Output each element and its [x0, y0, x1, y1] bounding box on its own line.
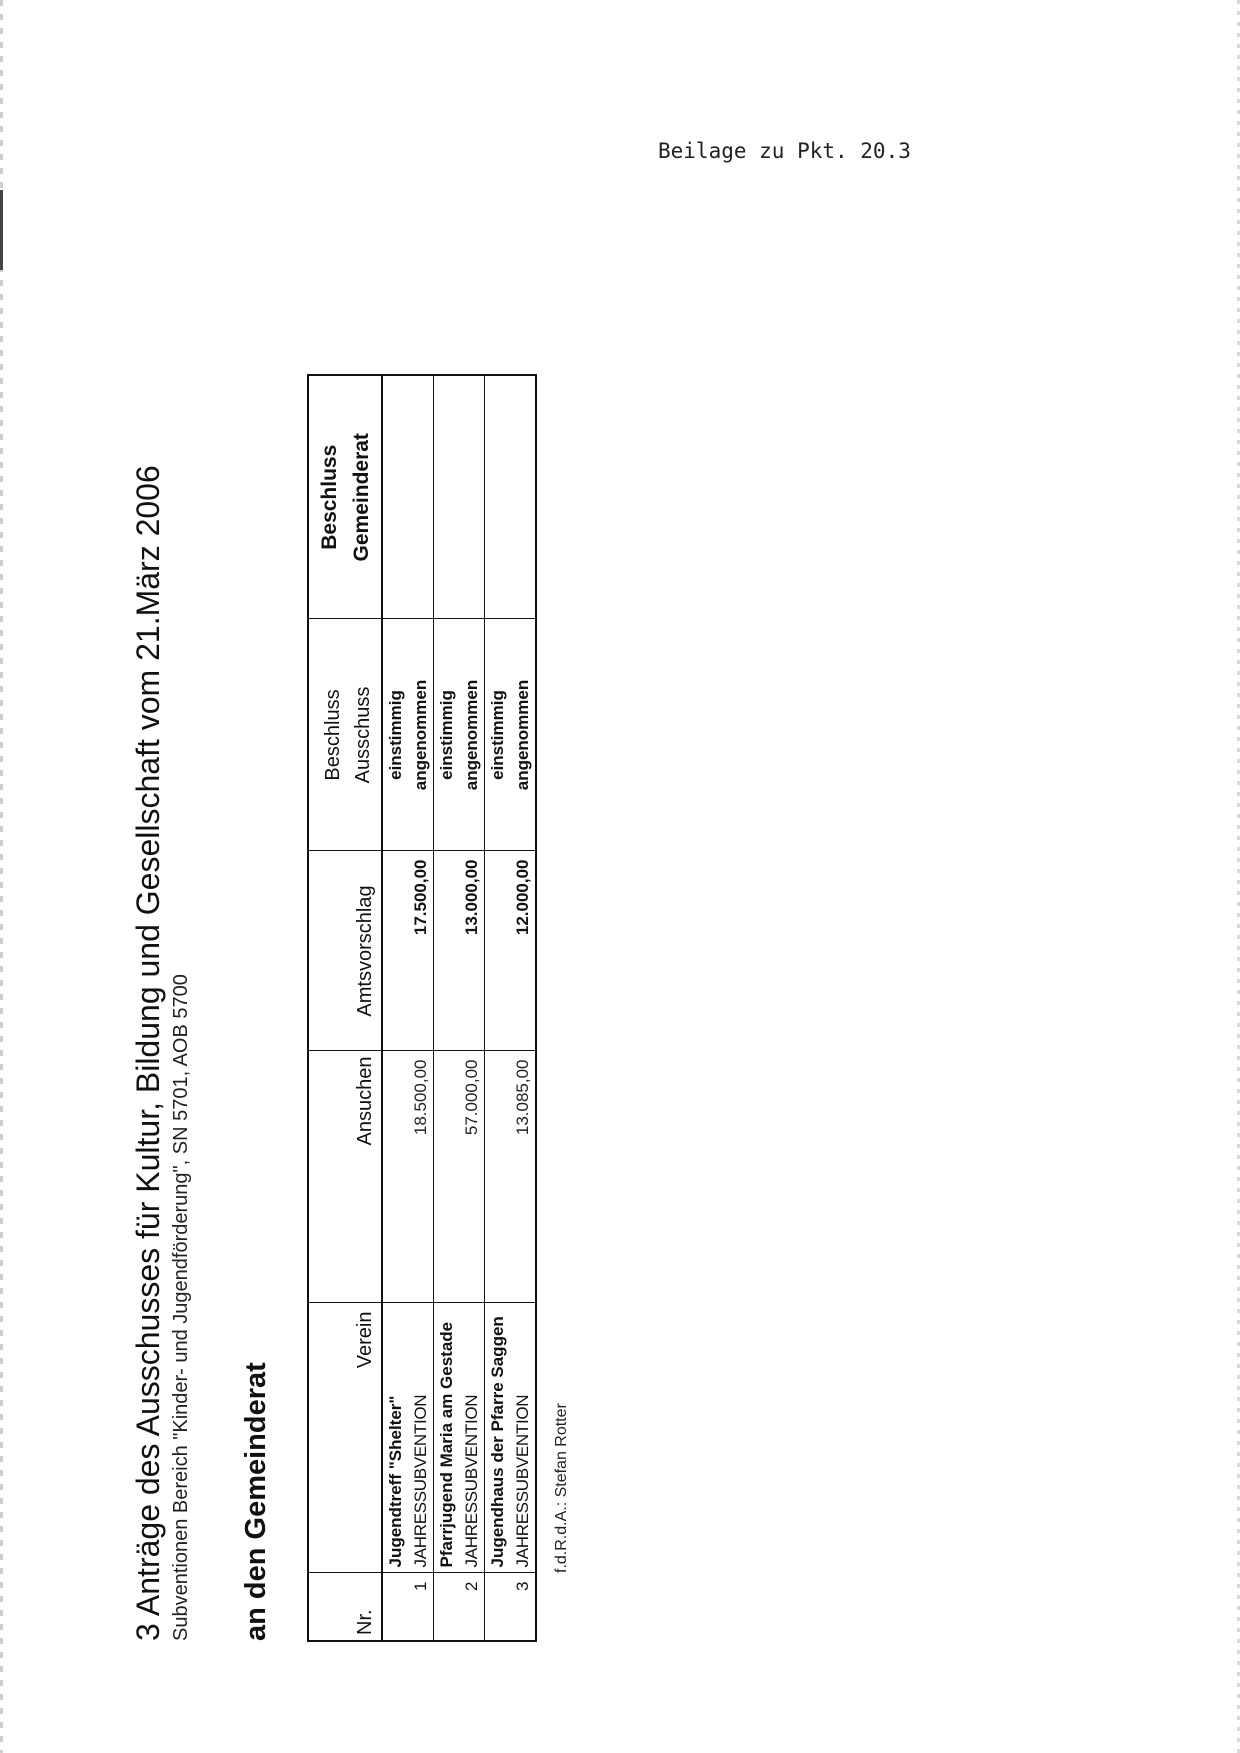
header-nr: Nr. — [308, 1573, 382, 1641]
header-beschluss-ausschuss-line2: Ausschuss — [352, 686, 374, 784]
header-ansuchen: Ansuchen — [308, 1051, 382, 1303]
table-row — [434, 375, 485, 1641]
beschluss-line1: einstimmig — [386, 690, 405, 780]
table-row — [485, 375, 537, 1641]
verein-name: Jugendhaus der Pfarre Saggen — [488, 1316, 507, 1568]
footnote-signature: f.d.R.d.A.: Stefan Rotter — [553, 1403, 570, 1573]
verein-name: Jugendtreff "Shelter" — [386, 1395, 405, 1568]
header-verein: Verein — [308, 1303, 382, 1573]
row-beschluss-ausschuss — [382, 619, 434, 851]
row-ansuchen: 18.500,00 — [382, 1051, 434, 1303]
addressee-heading: an den Gemeinderat — [240, 1362, 272, 1641]
row-beschluss-ausschuss — [434, 619, 485, 851]
subsidy-type: JAHRESSUBVENTION — [411, 1394, 430, 1568]
row-beschluss-gemeinderat — [485, 375, 537, 619]
table-header-row — [308, 375, 382, 1641]
beschluss-line2: angenommen — [513, 679, 532, 791]
row-beschluss-ausschuss — [485, 619, 537, 851]
row-beschluss-gemeinderat — [382, 375, 434, 619]
attachment-label: Beilage zu Pkt. 20.3 — [658, 139, 911, 163]
document-subtitle: Subventionen Bereich "Kinder- und Jugendförderung", SN 5701, AOB 5700 — [170, 974, 192, 1641]
rotated-sheet — [130, 381, 590, 1641]
beschluss-line2: angenommen — [411, 679, 430, 791]
row-ansuchen: 57.000,00 — [434, 1051, 485, 1303]
row-amtsvorschlag: 12.000,00 — [485, 851, 537, 1051]
subsidy-type: JAHRESSUBVENTION — [462, 1394, 481, 1568]
table-row — [382, 375, 434, 1641]
header-beschluss-gemeinderat — [308, 375, 382, 619]
row-nr: 1 — [382, 1573, 434, 1641]
document-title: 3 Anträge des Ausschusses für Kultur, Bildung und Gesellschaft vom 21.März 2006 — [130, 465, 166, 1641]
row-verein — [485, 1303, 537, 1573]
row-amtsvorschlag: 13.000,00 — [434, 851, 485, 1051]
row-verein — [434, 1303, 485, 1573]
header-amtsvorschlag: Amtsvorschlag — [308, 851, 382, 1051]
row-nr: 3 — [485, 1573, 537, 1641]
subsidy-table — [307, 374, 537, 1642]
scan-edge-mark — [0, 190, 3, 270]
subsidy-type: JAHRESSUBVENTION — [513, 1394, 532, 1568]
row-nr: 2 — [434, 1573, 485, 1641]
row-beschluss-gemeinderat — [434, 375, 485, 619]
header-beschluss-ausschuss — [308, 619, 382, 851]
beschluss-line2: angenommen — [462, 679, 481, 791]
header-beschluss-ausschuss-line1: Beschluss — [322, 689, 344, 781]
verein-name: Pfarrjugend Maria am Gestade — [437, 1321, 456, 1568]
header-beschluss-gemeinderat-line2: Gemeinderat — [350, 433, 373, 562]
beschluss-line1: einstimmig — [488, 690, 507, 780]
row-amtsvorschlag: 17.500,00 — [382, 851, 434, 1051]
header-beschluss-gemeinderat-line1: Beschluss — [318, 444, 341, 550]
beschluss-line1: einstimmig — [437, 690, 456, 780]
row-verein — [382, 1303, 434, 1573]
row-ansuchen: 13.085,00 — [485, 1051, 537, 1303]
